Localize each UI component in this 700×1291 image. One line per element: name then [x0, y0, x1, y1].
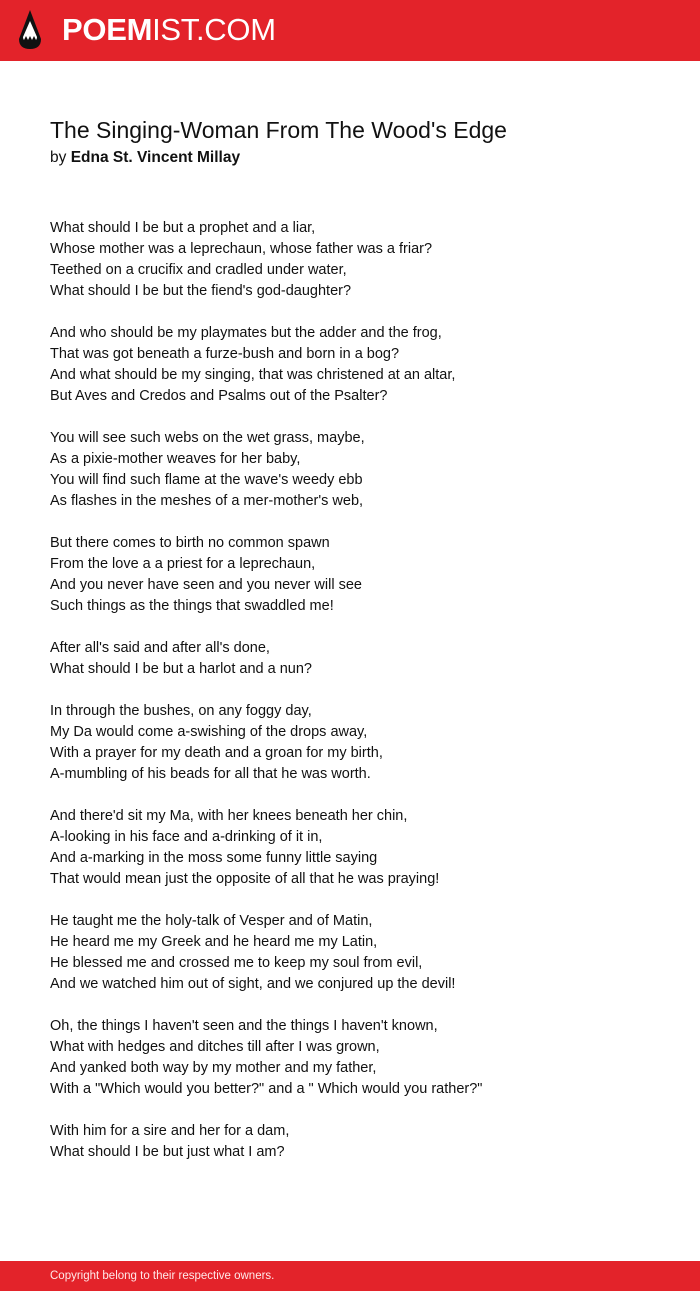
poem-line: And there'd sit my Ma, with her knees beneath her chin,	[50, 808, 408, 824]
stanza	[50, 1016, 520, 1100]
stanza	[50, 533, 520, 617]
poem-line: A-looking in his face and a-drinking of it in,	[50, 829, 323, 845]
stanza	[50, 1121, 520, 1163]
poem-line: With him for a sire and her for a dam,	[50, 1123, 290, 1139]
poem-line: With a "Which would you better?" and a " Which would you rather?"	[50, 1081, 483, 1097]
poem-line: That would mean just the opposite of all that he was praying!	[50, 871, 440, 887]
poem-line: He blessed me and crossed me to keep my soul from evil,	[50, 955, 423, 971]
stanza	[50, 218, 520, 302]
poem-line: He taught me the holy-talk of Vesper and of Matin,	[50, 913, 373, 929]
poem-line: Whose mother was a leprechaun, whose father was a friar?	[50, 241, 433, 257]
poem-line: Teethed on a crucifix and cradled under water,	[50, 262, 347, 278]
byline	[50, 149, 240, 167]
stanza	[50, 638, 520, 680]
poem-line: What should I be but a harlot and a nun?	[50, 661, 312, 677]
poem-line: A-mumbling of his beads for all that he was worth.	[50, 766, 371, 782]
poem-body	[50, 218, 520, 1184]
stanza	[50, 701, 520, 785]
poem-line: In through the bushes, on any foggy day,	[50, 703, 312, 719]
poem-line: You will see such webs on the wet grass, maybe,	[50, 430, 365, 446]
poem-line: And a-marking in the moss some funny little saying	[50, 850, 378, 866]
stanza	[50, 911, 520, 995]
poem-line: What should I be but the fiend's god-daughter?	[50, 283, 352, 299]
poem-line: But there comes to birth no common spawn	[50, 535, 330, 551]
poem-line: And you never have seen and you never will see	[50, 577, 362, 593]
poem-line: And who should be my playmates but the adder and the frog,	[50, 325, 442, 341]
author-name[interactable]: Edna St. Vincent Millay	[70, 149, 241, 166]
poem-line: He heard me my Greek and he heard me my Latin,	[50, 934, 378, 950]
site-header	[0, 0, 700, 61]
poem-line: Oh, the things I haven't seen and the things I haven't known,	[50, 1018, 438, 1034]
poem-line: And what should be my singing, that was christened at an altar,	[50, 367, 456, 383]
poem-line: What with hedges and ditches till after I was grown,	[50, 1039, 380, 1055]
site-logo[interactable]	[62, 9, 276, 51]
stanza	[50, 806, 520, 890]
stanza	[50, 323, 520, 407]
poem-line: And we watched him out of sight, and we conjured up the devil!	[50, 976, 456, 992]
poem-line: But Aves and Credos and Psalms out of the Psalter?	[50, 388, 388, 404]
site-footer	[0, 1261, 700, 1291]
poem-line: That was got beneath a furze-bush and born in a bog?	[50, 346, 400, 362]
poem-line: With a prayer for my death and a groan for my birth,	[50, 745, 383, 761]
poem-line: As a pixie-mother weaves for her baby,	[50, 451, 301, 467]
pencil-tip-icon[interactable]	[17, 9, 43, 51]
poem-line: What should I be but a prophet and a liar,	[50, 220, 316, 236]
poem-title: The Singing-Woman From The Wood's Edge	[50, 117, 507, 143]
copyright-text: Copyright belong to their respective owners.	[50, 1270, 275, 1282]
poem-line: My Da would come a-swishing of the drops away,	[50, 724, 368, 740]
by-label: by	[50, 149, 67, 166]
poem-line: As flashes in the meshes of a mer-mother's web,	[50, 493, 364, 509]
poem-line: After all's said and after all's done,	[50, 640, 270, 656]
stanza	[50, 428, 520, 512]
brand-light-text: IST.COM	[152, 12, 276, 47]
brand-bold-text: POEM	[62, 12, 153, 47]
poem-line: From the love a a priest for a leprechaun,	[50, 556, 316, 572]
poem-line: What should I be but just what I am?	[50, 1144, 285, 1160]
poem-line: Such things as the things that swaddled me!	[50, 598, 334, 614]
poem-line: And yanked both way by my mother and my father,	[50, 1060, 377, 1076]
poem-line: You will find such flame at the wave's weedy ebb	[50, 472, 363, 488]
